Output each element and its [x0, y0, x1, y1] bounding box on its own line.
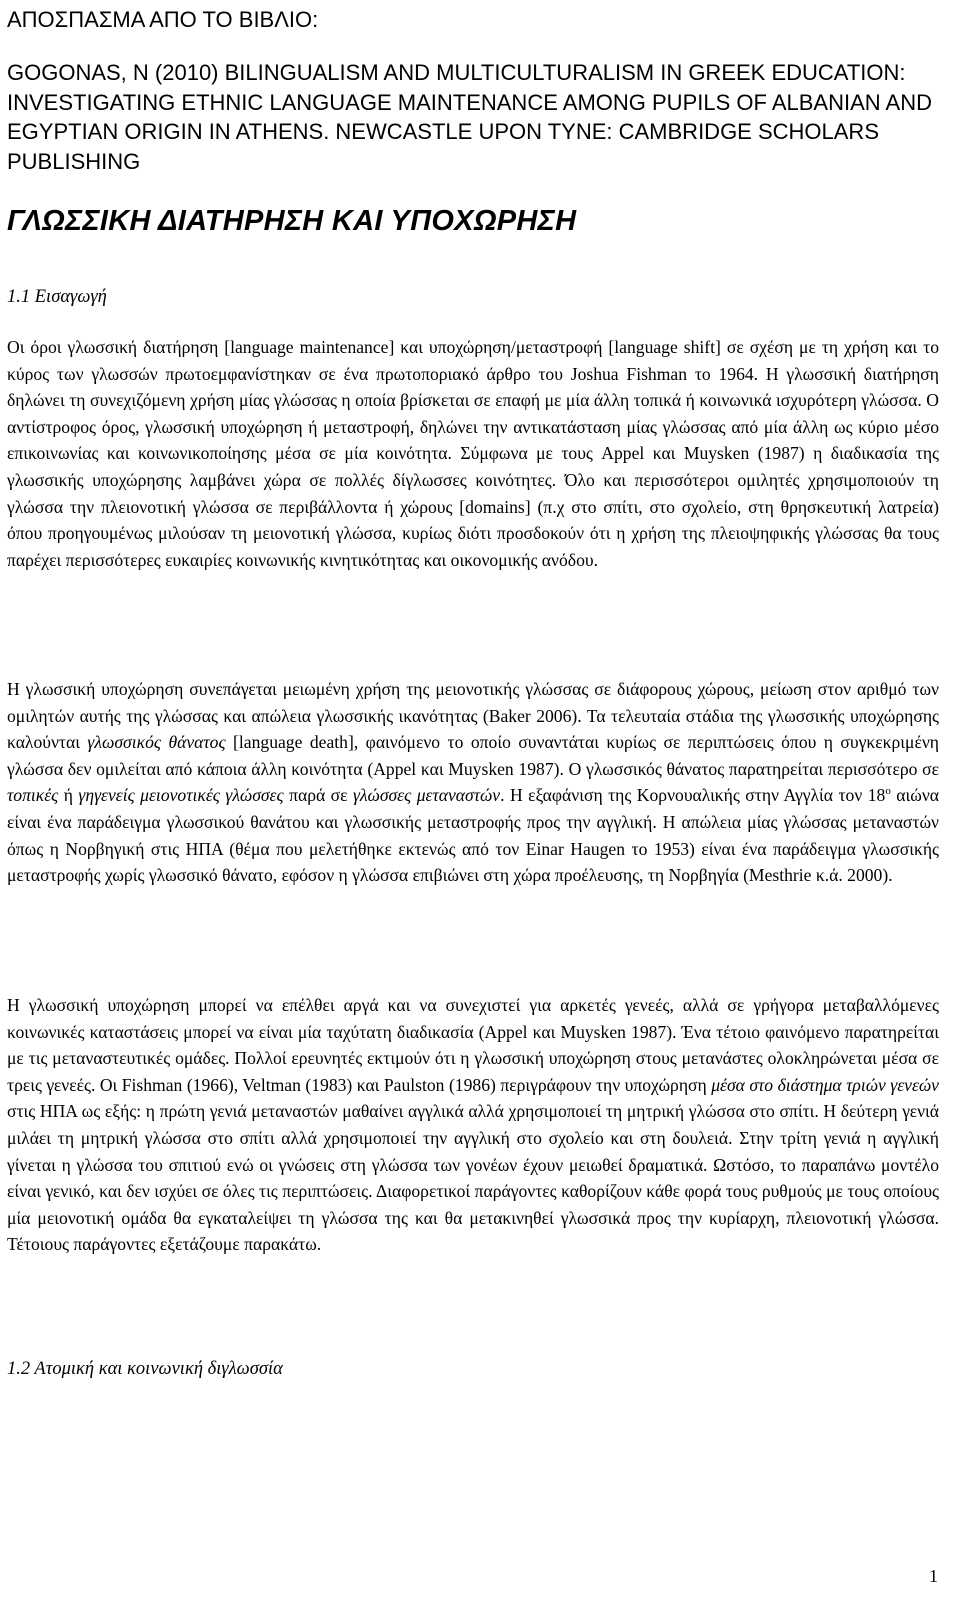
- paragraph-2-c-3: παρά σε: [283, 785, 353, 806]
- paragraph-2-a: Η γλωσσική υποχώρηση συνεπάγεται μειωμένη χρήση της μειονοτικής γλώσσας σε διάφορους χώρους, μείωση στον αριθμό των ομιλητών αυτής της γλώσσας και απώλεια γλωσσικής ικανότητας (Baker 2006).: [7, 679, 939, 726]
- section-heading-1-1: 1.1 Εισαγωγή: [7, 287, 107, 307]
- document-label: ΑΠΟΣΠΑΣΜΑ ΑΠΟ ΤΟ ΒΙΒΛΙΟ:: [7, 7, 319, 32]
- paragraph-2-d: . Η εξαφάνιση της Κορνουαλικής στην Αγγλία τον 18: [500, 785, 886, 806]
- paragraph-2-e: αιώνα είναι ένα παράδειγμα γλωσσικού θανάτου και γλωσσικής μεταστροφής προς την αγγλική. Η απώλεια μίας γλώσσας μεταναστών όπως η Νορβηγική στις ΗΠΑ (θέμα που μελετήθηκε εκτενώς από τον Einar Haugen το 1953) είναι ένα παράδειγμα γλωσσικής μεταστροφής χωρίς γλωσσικό θάνατο, εφόσον η γλώσσα επιβιώνει στη χώρα προέλευσης, τη Νορβηγία (Mesthrie κ.ά. 2000).: [7, 785, 940, 886]
- paragraph-1-part-4: Σύμφωνα με τους Appel και Muysken (1987) η διαδικασία της γλωσσικής υποχώρησης λαμβάνει χώρα σε πολλές δίγλωσσες κοινότητες. Όλο και περισσότεροι ομιλητές χρησιμοποιούν τη γλώσσα την πλειονοτική γλώσσα σε περιβάλλοντα ή χώρους [domains] (π.χ στο σπίτι, στο σχολείο, στη θρησκευτική λατρεία) όπου προηγουμένως μιλούσαν τη μειονοτική γλώσσα, κυρίως διότι προσδοκούν ότι η χρήση της πλειοψηφικής γλώσσας θα τους παρέχει περισσότερες ευκαιρίες κοινωνικής κινητικότητας και οικονομικής ανόδου.: [7, 443, 939, 570]
- page-number: 1: [929, 1566, 938, 1586]
- section-heading-1-2: 1.2 Ατομική και κοινωνική διγλωσσία: [7, 1359, 283, 1379]
- paragraph-3: [7, 992, 939, 1258]
- paragraph-2-b: Τα τελευταία στάδια της γλωσσικής υποχώρησης καλούνται: [7, 705, 939, 753]
- paragraph-1-part-2: Η γλωσσική διατήρηση δηλώνει τη συνεχιζόμενη χρήση μίας γλώσσας η οποία βρίσκεται σε επαφή με μία άλλη τοπικά ή κοινωνικά ισχυρότερη γλώσσα.: [7, 363, 939, 411]
- term-three-generations: μέσα στο διάστημα τριών γενεών: [711, 1074, 939, 1095]
- term-indigenous-minority: γηγενείς μειονοτικές γλώσσες: [78, 785, 284, 806]
- paragraph-1-part-3: Ο αντίστροφος όρος, γλωσσική υποχώρηση ή μεταστροφή, δηλώνει την αντικατάσταση μίας γλώσσας από μία άλλη ως κύριο μέσο επικοινωνίας και κοινωνικοποίησης μέσα σε μία κοινότητα.: [7, 390, 939, 464]
- paragraph-2-c-2: ή: [58, 785, 79, 806]
- paragraph-3-b: στις ΗΠΑ ως εξής: η πρώτη γενιά μεταναστών μαθαίνει αγγλικά αλλά χρησιμοποιεί τη μητρική γλώσσα στο σπίτι. Η δεύτερη γενιά μιλάει τη μητρική γλώσσα στο σπίτι αλλά χρησιμοποιεί την αγγλική στο σχολείο και στη δουλειά. Στην τρίτη γενιά η αγγλική γίνεται η γλώσσα του σπιτιού ενώ οι γνώσεις στη γλώσσα των γονέων έχουν μειωθεί δραματικά. Ωστόσο, το παραπάνω μοντέλο είναι γενικό, και δεν ισχύει σε όλες τις περιπτώσεις. Διαφορετικοί παράγοντες καθορίζουν κάθε φορά τους ρυθμούς με τους οποίους μία μειονοτική ομάδα θα εγκαταλείψει τη γλώσσα της και θα μετακινηθεί γλωσσικά προς την κυρίαρχη, πλειονοτική γλώσσα. Τέτοιους παράγοντες εξετάζουμε παρακάτω.: [7, 1101, 939, 1255]
- term-immigrant-languages: γλώσσες μεταναστών: [352, 785, 501, 806]
- page-title: ΓΛΩΣΣΙΚΗ ΔΙΑΤΗΡΗΣΗ ΚΑΙ ΥΠΟΧΩΡΗΣΗ: [7, 205, 577, 237]
- term-local: τοπικές: [7, 785, 59, 806]
- book-reference: GOGONAS, N (2010) BILINGUALISM AND MULTICULTURALISM IN GREEK EDUCATION: INVESTIGATING ETHNIC LANGUAGE MAINTENANCE AMONG PUPILS OF ALBANIAN AND EGYPTIAN ORIGIN IN ATHENS. NEWCASTLE UPON TYNE: CAMBRIDGE SCHOLARS PUBLISHING: [7, 60, 932, 174]
- paragraph-2-c: [language death], φαινόμενο το οποίο συναντάται κυρίως σε περιπτώσεις όπου η συγκεκριμένη γλώσσα δεν ομιλείται από κάποια άλλη κοινότητα (Appel και Muysken 1987). Ο γλωσσικός θάνατος παρατηρείται περισσότερο σε: [7, 732, 939, 779]
- ordinal-superscript: ο: [885, 785, 891, 798]
- paragraph-1: [7, 334, 939, 573]
- paragraph-1-part-1: Οι όροι γλωσσική διατήρηση [language maintenance] και υποχώρηση/μεταστροφή [language shift] σε σχέση με τη χρήση και το κύρος των γλωσσών πρωτοεμφανίστηκαν σε ένα πρωτοποριακό άρθρο του Joshua Fishman το 1964.: [7, 337, 939, 384]
- paragraph-3-a: Η γλωσσική υποχώρηση μπορεί να επέλθει αργά και να συνεχιστεί για αρκετές γενεές, αλλά σε γρήγορα μεταβαλλόμενες κοινωνικές καταστάσεις μπορεί να είναι μία ταχύτατη διαδικασία (Appel και Muysken 1987). Ένα τέτοιο φαινόμενο παρατηρείται με τις μεταναστευτικές ομάδες. Πολλοί ερευνητές εκτιμούν ότι η γλωσσική υποχώρηση στους μετανάστες ολοκληρώνεται μέσα σε τρεις γενεές. Οι Fishman (1966), Veltman (1983) και Paulston (1986) περιγράφουν την υποχώρηση: [7, 995, 939, 1095]
- term-language-death: γλωσσικός θάνατος: [87, 732, 226, 753]
- paragraph-2: [7, 676, 939, 889]
